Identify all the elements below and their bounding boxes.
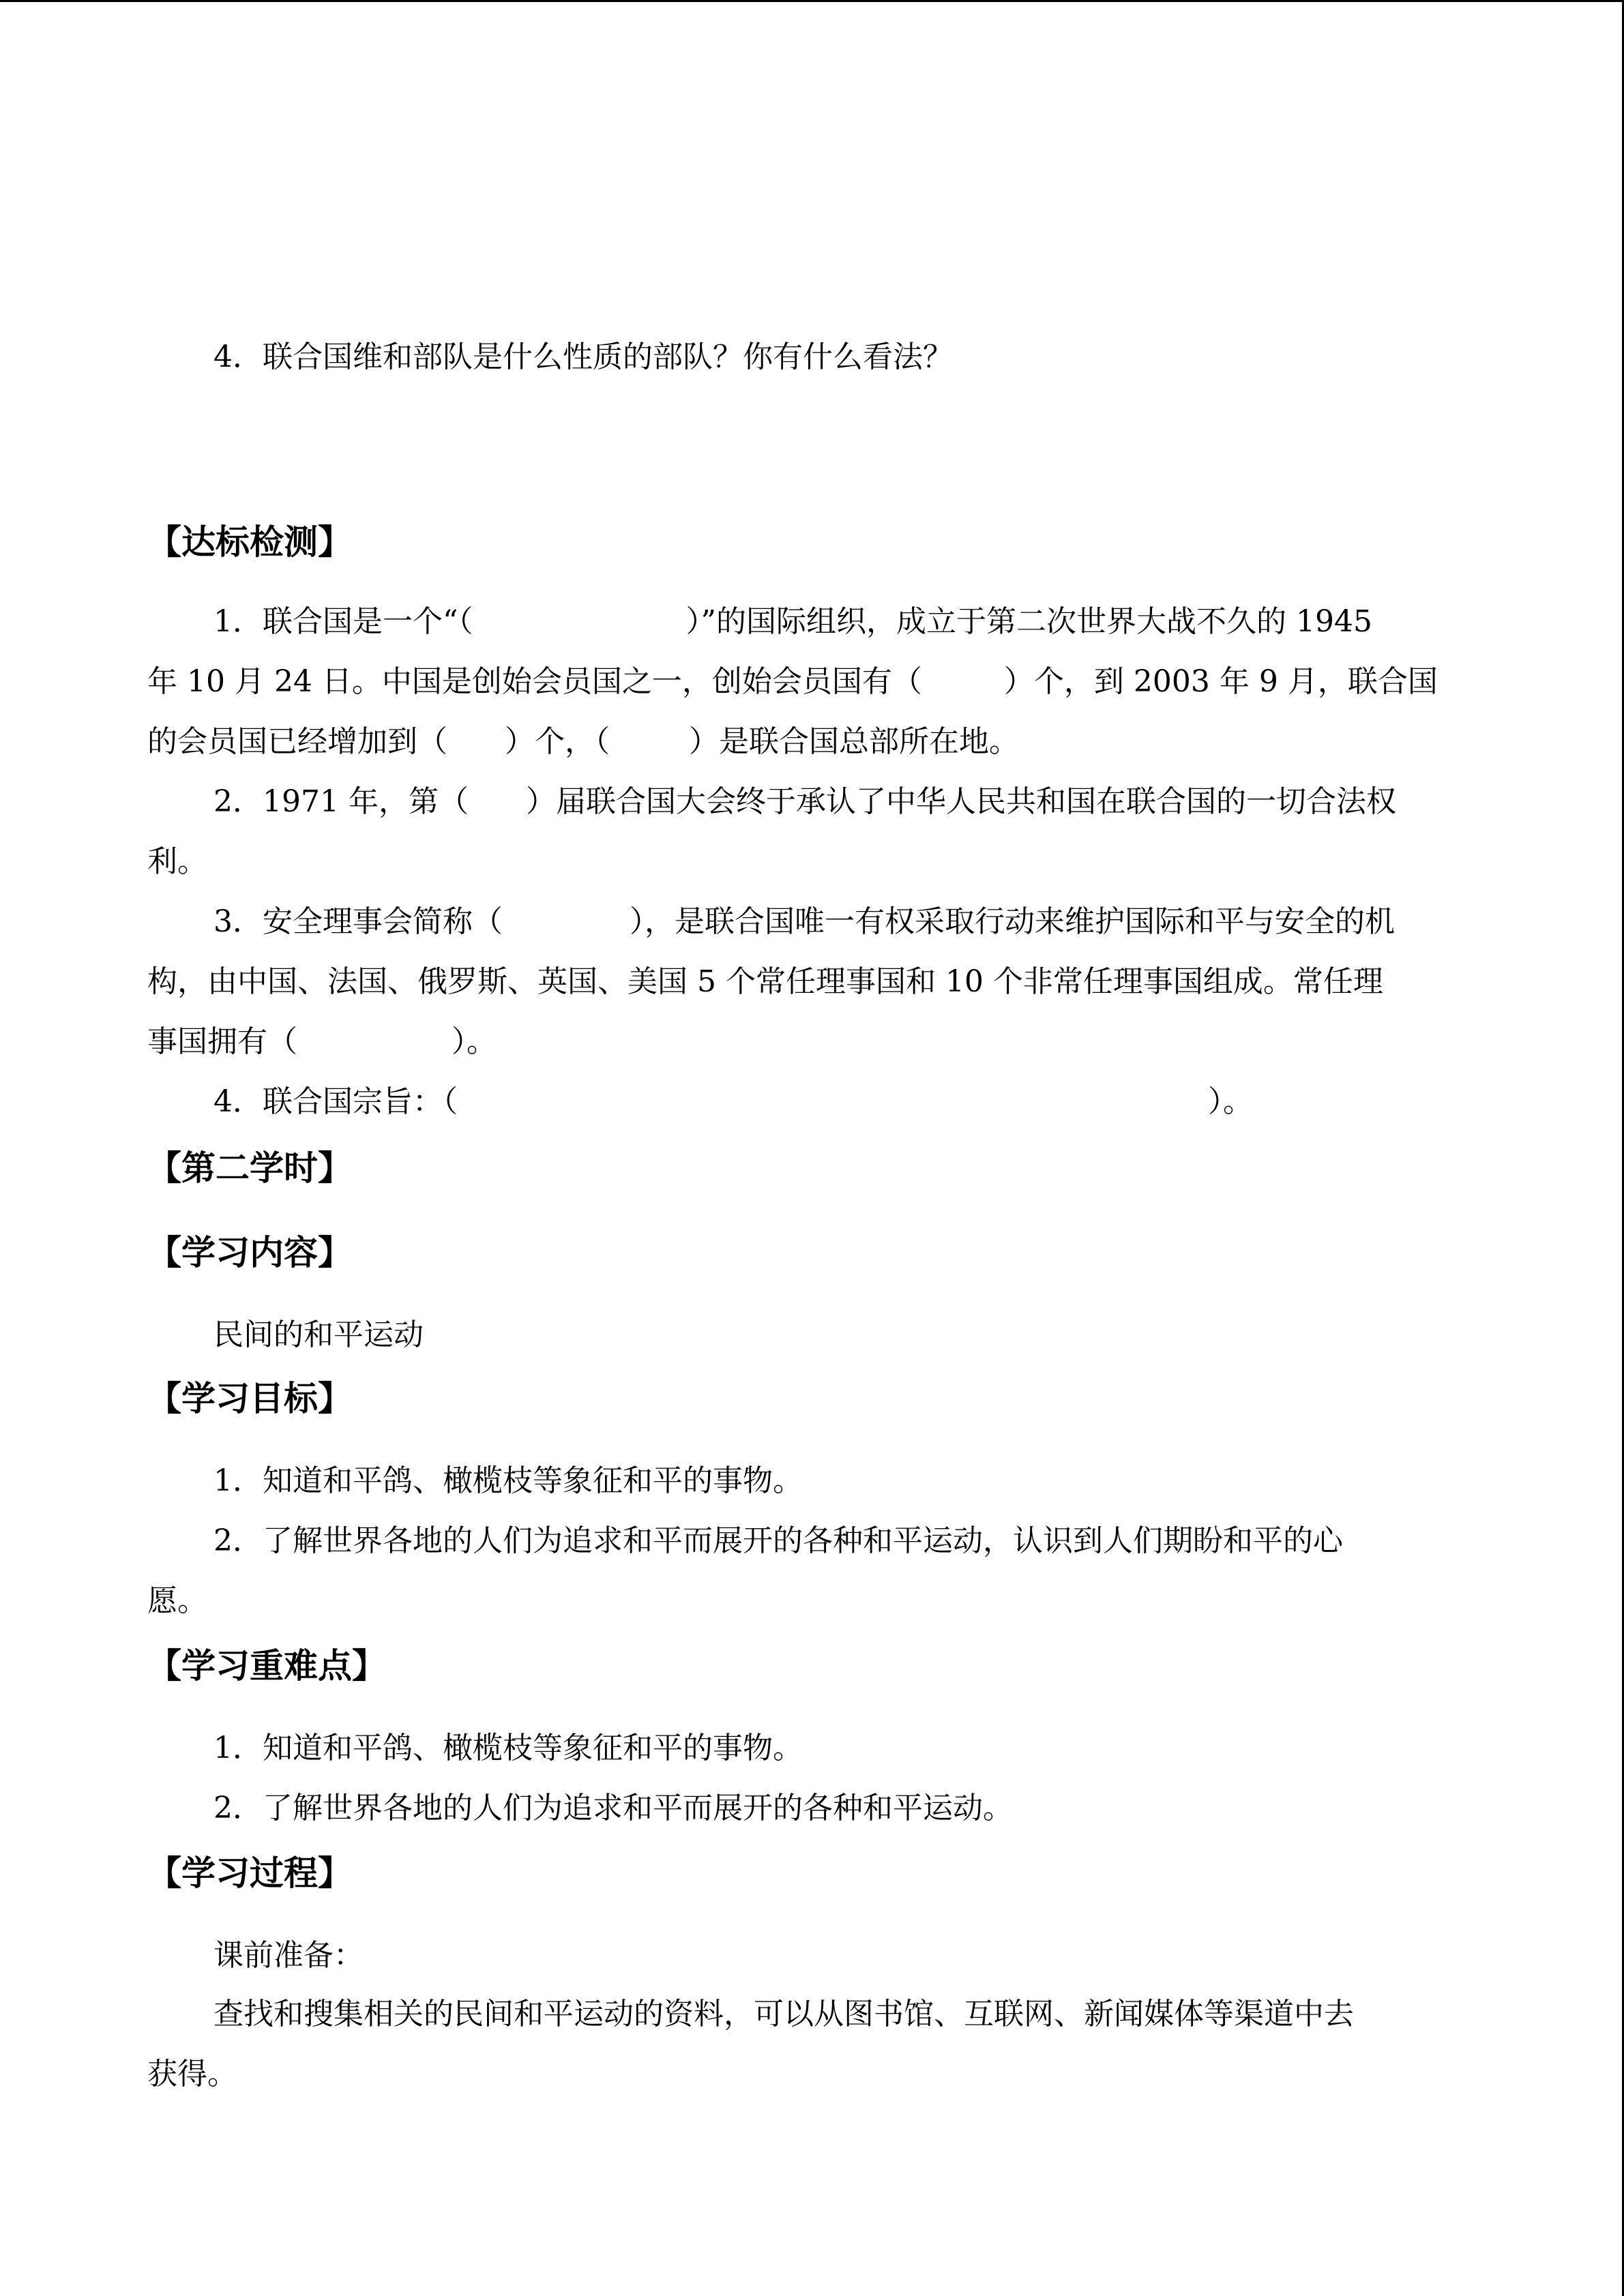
heading-learning-process: 【学习过程】 bbox=[147, 1853, 352, 1893]
learning-content-text: 民间的和平运动 bbox=[213, 1317, 424, 1352]
preparation-line-1: 查找和搜集相关的民间和平运动的资料，可以从图书馆、互联网、新闻媒体等渠道中去 bbox=[213, 1997, 1354, 2031]
test-1-line-3-b: ）个，（ bbox=[505, 724, 610, 759]
heading-learning-goals: 【学习目标】 bbox=[147, 1379, 352, 1418]
test-1-line-1-a: 1．联合国是一个“（ bbox=[213, 604, 473, 639]
heading-learning-content: 【学习内容】 bbox=[147, 1233, 352, 1272]
test-2-line-2: 利。 bbox=[147, 844, 207, 879]
test-2-line-1-a: 2．1971 年，第（ bbox=[213, 784, 469, 819]
test-1-line-1 bbox=[213, 603, 1372, 641]
key-point-1: 1．知道和平鸽、橄榄枝等象征和平的事物。 bbox=[213, 1731, 803, 1765]
heading-key-points: 【学习重难点】 bbox=[147, 1646, 386, 1686]
test-3-line-3-a: 事国拥有（ bbox=[147, 1024, 297, 1059]
key-point-2: 2．了解世界各地的人们为追求和平而展开的各种和平运动。 bbox=[213, 1791, 1013, 1825]
test-4-line bbox=[213, 1083, 1253, 1121]
test-1-line-3-a: 的会员国已经增加到（ bbox=[147, 724, 447, 759]
test-3-line-2: 构，由中国、法国、俄罗斯、英国、美国 5 个常任理事国和 10 个非常任理事国组成。常任理 bbox=[147, 964, 1383, 999]
test-3-line-3 bbox=[147, 1023, 497, 1061]
question-4-peacekeeping: 4．联合国维和部队是什么性质的部队？你有什么看法？ bbox=[213, 340, 953, 374]
goal-1: 1．知道和平鸽、橄榄枝等象征和平的事物。 bbox=[213, 1463, 803, 1498]
heading-second-period: 【第二学时】 bbox=[147, 1148, 352, 1188]
test-4-line-a: 4．联合国宗旨：（ bbox=[213, 1084, 458, 1119]
test-1-line-1-b: ）”的国际组织，成立于第二次世界大战不久的 1945 bbox=[685, 604, 1372, 639]
goal-2-line-1: 2．了解世界各地的人们为追求和平而展开的各种和平运动，认识到人们期盼和平的心 bbox=[213, 1523, 1343, 1558]
test-1-line-3 bbox=[147, 723, 1019, 761]
test-1-line-2-a: 年 10 月 24 日。中国是创始会员国之一，创始会员国有（ bbox=[147, 664, 922, 699]
heading-dabiao-jiance: 【达标检测】 bbox=[147, 522, 352, 562]
test-4-line-b: ）。 bbox=[1208, 1084, 1253, 1119]
test-1-line-2-b: ）个，到 2003 年 9 月，联合国 bbox=[1003, 664, 1438, 699]
preparation-title: 课前准备： bbox=[213, 1938, 364, 1973]
test-3-line-1 bbox=[213, 903, 1395, 941]
test-1-line-2 bbox=[147, 663, 1438, 701]
test-3-line-1-a: 3．安全理事会简称（ bbox=[213, 904, 503, 939]
goal-2-line-2: 愿。 bbox=[147, 1583, 207, 1618]
test-1-line-3-c: ）是联合国总部所在地。 bbox=[689, 724, 1019, 759]
test-2-line-1 bbox=[213, 783, 1396, 821]
test-3-line-1-b: ），是联合国唯一有权采取行动来维护国际和平与安全的机 bbox=[630, 904, 1395, 939]
test-3-line-3-b: ）。 bbox=[452, 1024, 497, 1059]
test-2-line-1-b: ）届联合国大会终于承认了中华人民共和国在联合国的一切合法权 bbox=[525, 784, 1396, 819]
preparation-line-2: 获得。 bbox=[147, 2057, 237, 2091]
